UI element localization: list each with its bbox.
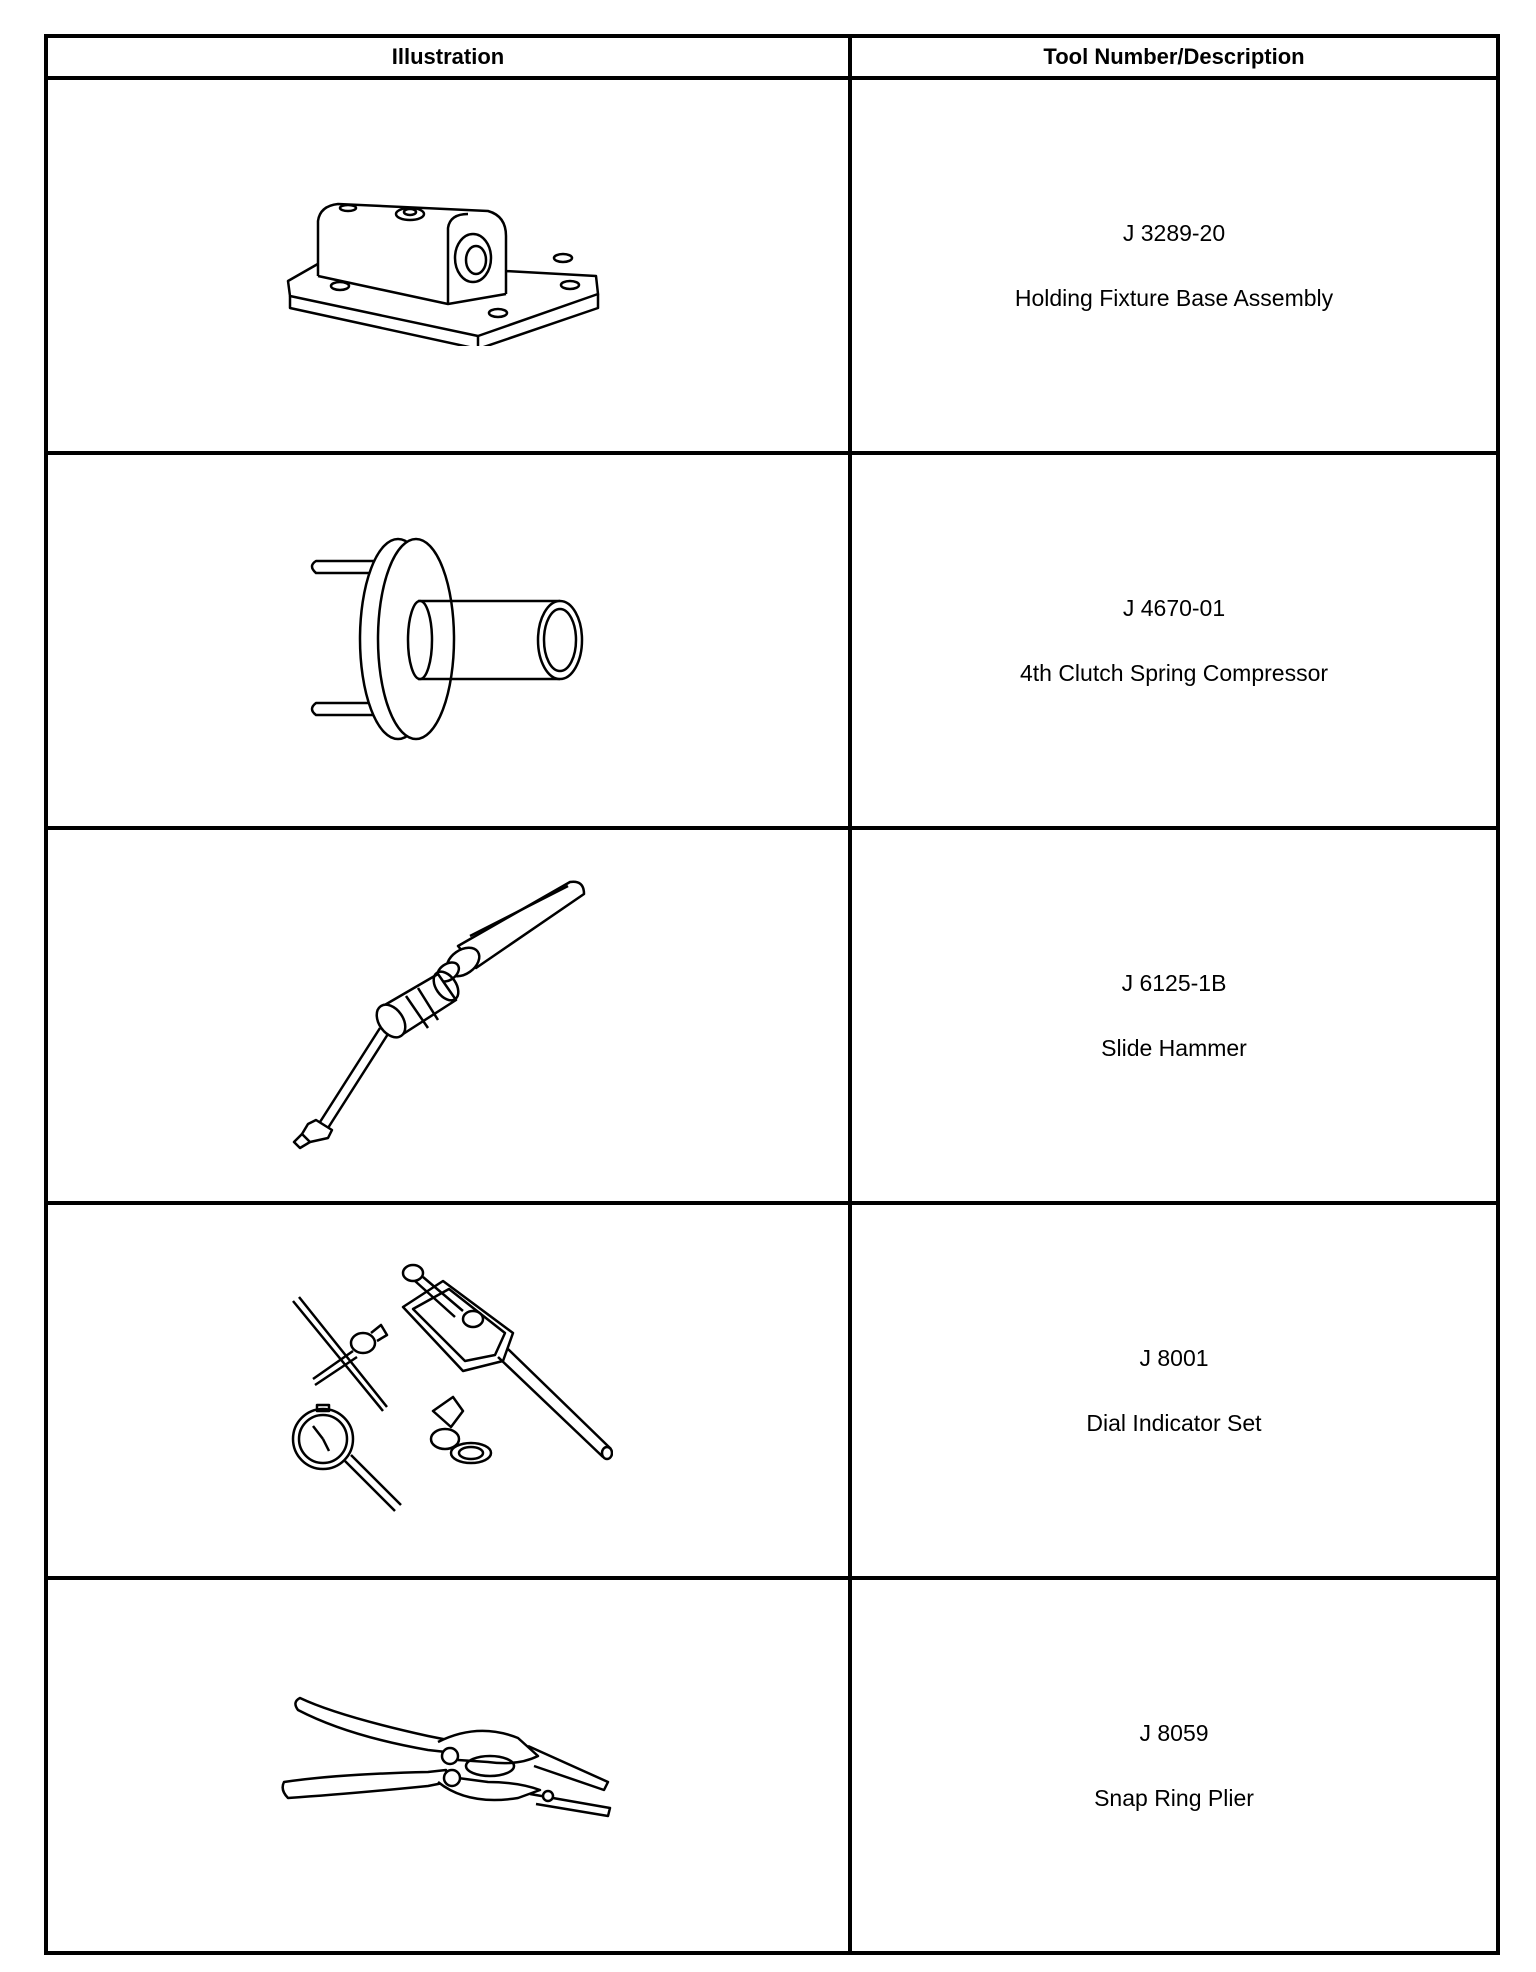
spring-compressor-icon bbox=[298, 531, 598, 751]
tool-description-header: Tool Number/Description bbox=[850, 36, 1498, 78]
table-row bbox=[46, 828, 1498, 1203]
tool-name: Slide Hammer bbox=[1101, 1034, 1247, 1061]
header-row bbox=[46, 36, 1498, 78]
tool-number: J 6125-1B bbox=[1121, 969, 1227, 996]
holding-fixture-base-icon bbox=[278, 186, 618, 346]
table-row bbox=[46, 1578, 1498, 1953]
illustration-cell bbox=[46, 828, 850, 1203]
tool-name: Snap Ring Plier bbox=[1094, 1784, 1254, 1811]
tool-number: J 3289-20 bbox=[1122, 219, 1226, 246]
tool-number: J 4670-01 bbox=[1122, 594, 1226, 621]
illustration-cell bbox=[46, 453, 850, 828]
snap-ring-plier-icon bbox=[278, 1686, 618, 1846]
table-row bbox=[46, 453, 1498, 828]
tool-description-cell bbox=[850, 453, 1498, 828]
tool-name: 4th Clutch Spring Compressor bbox=[1019, 659, 1329, 686]
tool-description-cell bbox=[850, 1203, 1498, 1578]
tool-name: Holding Fixture Base Assembly bbox=[1014, 284, 1334, 311]
tool-name: Dial Indicator Set bbox=[1086, 1409, 1262, 1436]
dial-indicator-set-icon bbox=[283, 1261, 613, 1521]
tool-description-cell bbox=[850, 828, 1498, 1203]
special-tools-table bbox=[44, 34, 1500, 1955]
illustration-cell bbox=[46, 78, 850, 453]
illustration-cell bbox=[46, 1203, 850, 1578]
table-row bbox=[46, 1203, 1498, 1578]
tool-number: J 8059 bbox=[1139, 1719, 1209, 1746]
illustration-cell bbox=[46, 1578, 850, 1953]
illustration-header: Illustration bbox=[46, 36, 850, 78]
slide-hammer-icon bbox=[288, 876, 608, 1156]
tool-description-cell bbox=[850, 78, 1498, 453]
tool-number: J 8001 bbox=[1139, 1344, 1209, 1371]
table-row bbox=[46, 78, 1498, 453]
tool-description-cell bbox=[850, 1578, 1498, 1953]
